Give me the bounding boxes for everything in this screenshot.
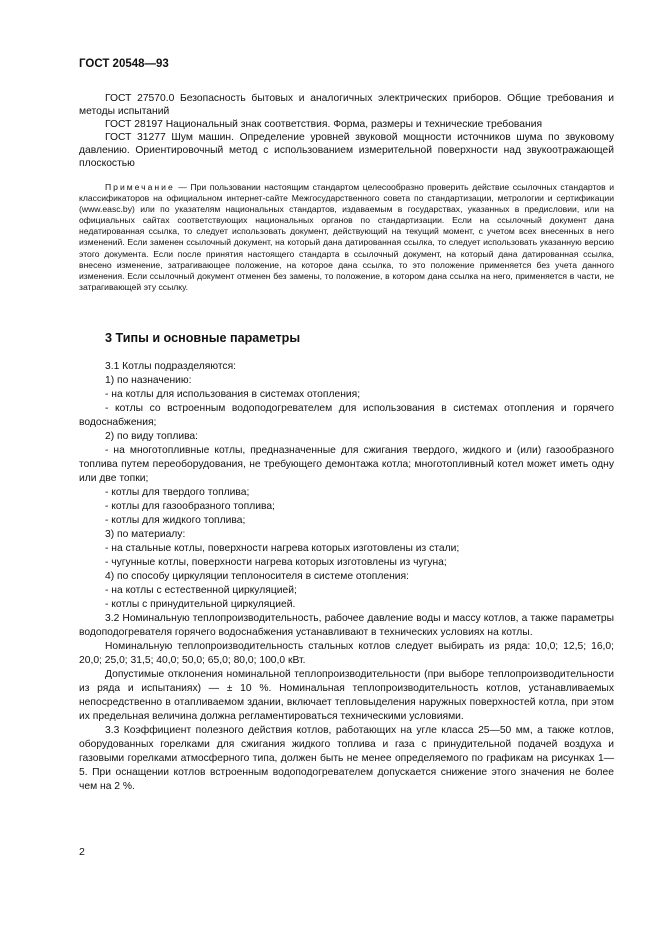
body-paragraph: - на стальные котлы, поверхности нагрева которых изготовлены из стали; xyxy=(105,543,460,554)
body-paragraph: Допустимые отклонения номинальной теплопроизводительности (при выборе теплопроизводительности из ряда и испытаниях) — ± 10 %. Номинальная теплопроизводительность котлов, устанавливаемых непосредственно в отапливаемом здании, включает тепловыделения наружных поверхностей котла, при этом их предельная величина должна регламентироваться техническими условиями. xyxy=(79,669,614,722)
body-paragraph: Номинальную теплопроизводительность стальных котлов следует выбирать из ряда: 10,0; 12,5; 16,0; 20,0; 25,0; 31,5; 40,0; 50,0; 65,0; 80,0; 100,0 кВт. xyxy=(79,641,614,666)
body-paragraph: - котлы со встроенным водоподогревателем для использования в системах отопления и горячего водоснабжения; xyxy=(79,403,614,428)
body-paragraph: - на многотопливные котлы, предназначенные для сжигания твердого, жидкого и (или) газообразного топлива путем переоборудования, не требующего демонтажа котла; многотопливный котел может иметь одну или две топки; xyxy=(79,445,614,484)
reference-item: ГОСТ 31277 Шум машин. Определение уровней звуковой мощности источников шума по звуковому давлению. Ориентировочный метод с использованием измерительной поверхности над звукоотражающей плоскостью xyxy=(79,132,614,169)
body-paragraph: - котлы для твердого топлива; xyxy=(105,487,250,498)
note-label: Примечание xyxy=(105,182,175,192)
body-paragraph: 3.3 Коэффициент полезного действия котлов, работающих на угле класса 25—50 мм, а также котлов, оборудованных горелками для сжигания жидкого топлива и газа с принудительной подачей воздуха и газовыми горелками атмосферного типа, должен быть не менее определяемого по графикам на рисунках 1—5. При оснащении котлов встроенным водоподогревателем допускается снижение этого значения не более чем на 2 %. xyxy=(79,725,614,792)
body-paragraph: 2) по виду топлива: xyxy=(105,431,199,442)
document-code: ГОСТ 20548—93 xyxy=(79,58,169,70)
body-paragraph: 4) по способу циркуляции теплоносителя в системе отопления: xyxy=(105,571,409,582)
body-paragraph: 3) по материалу: xyxy=(105,529,186,540)
reference-item: ГОСТ 28197 Национальный знак соответствия. Форма, размеры и технические требования xyxy=(105,119,543,130)
body-paragraph: - котлы для газообразного топлива; xyxy=(105,501,275,512)
section-title: 3 Типы и основные параметры xyxy=(105,331,301,345)
section-body xyxy=(79,360,614,794)
body-paragraph: - чугунные котлы, поверхности нагрева которых изготовлены из чугуна; xyxy=(105,557,447,568)
note-text: — При пользовании настоящим стандартом целесообразно проверить действие ссылочных стандартов и классификаторов на официальном интернет-сайте Межгосударственного совета по стандартизации, метрологии и сертификации (www.easc.by) или по указателям национальных стандартов, издаваемым в государствах, указанных в предисловии, или на официальных сайтах соответствующих национальных органов по стандартизации. Если на ссылочный документ дана недатированная ссылка, то следует использовать документ, действующий на текущий момент, с учетом всех внесенных в него изменений. Если заменен ссылочный документ, на который дана датированная ссылка, то следует использовать указанную версию этого документа. Если после принятия настоящего стандарта в ссылочный документ, на который дана датированная ссылка, внесено изменение, затрагивающее положение, на которое дана ссылка, то это положение применяется без учета данного изменения. Если ссылочный документ отменен без замены, то положение, в котором дана ссылка на него, применяется в части, не затрагивающей эту ссылку. xyxy=(79,182,614,292)
body-paragraph: 3.1 Котлы подразделяются: xyxy=(105,361,237,372)
body-paragraph: 3.2 Номинальную теплопроизводительность, рабочее давление воды и массу котлов, а также параметры водоподогревателя горячего водоснабжения устанавливают в технических условиях на котлы. xyxy=(79,613,614,638)
body-paragraph: - котлы с принудительной циркуляцией. xyxy=(105,599,296,610)
note-block xyxy=(79,182,614,293)
normative-references xyxy=(79,92,614,170)
page-number: 2 xyxy=(79,846,85,858)
body-paragraph: - котлы для жидкого топлива; xyxy=(105,515,246,526)
body-paragraph: - на котлы с естественной циркуляцией; xyxy=(105,585,297,596)
reference-item: ГОСТ 27570.0 Безопасность бытовых и аналогичных электрических приборов. Общие требования и методы испытаний xyxy=(79,93,614,117)
body-paragraph: 1) по назначению: xyxy=(105,375,192,386)
note-paragraph xyxy=(79,182,614,293)
body-paragraph: - на котлы для использования в системах отопления; xyxy=(105,389,361,400)
